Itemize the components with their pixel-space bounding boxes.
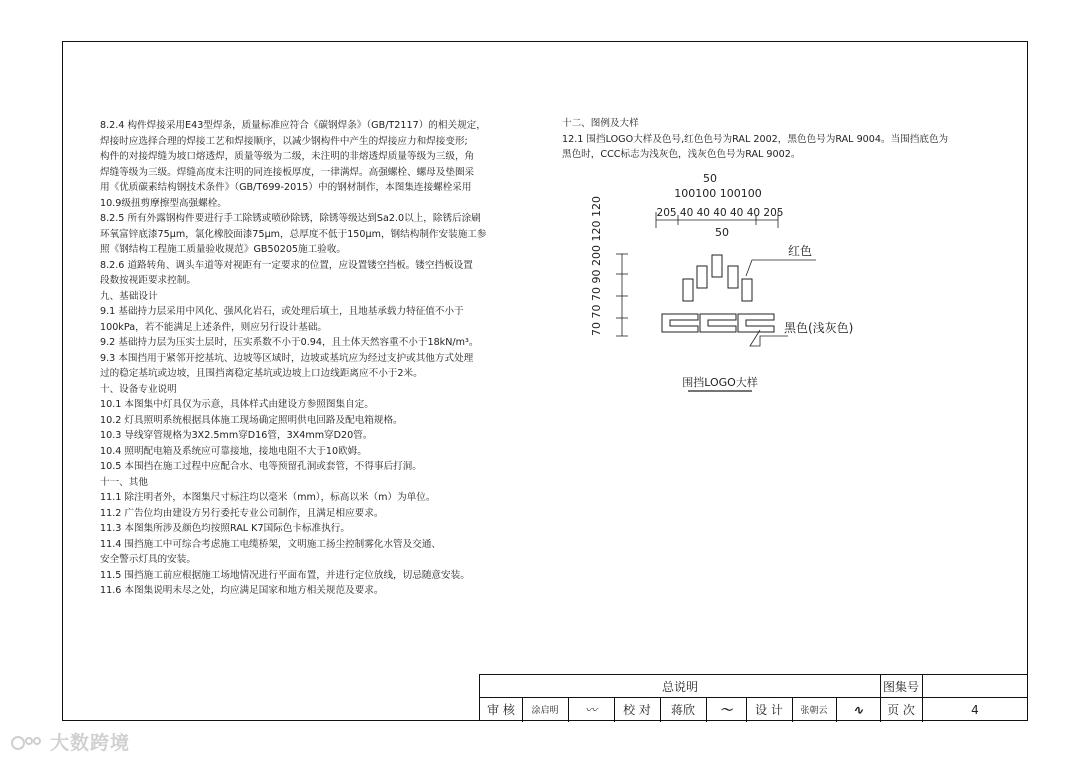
notes-left-column bbox=[100, 118, 520, 599]
page-number: 4 bbox=[971, 702, 979, 717]
watermark-logo-icon bbox=[10, 731, 44, 753]
note-line: 8.2.5 所有外露钢构件要进行手工除锈或喷砂除锈，除锈等级达到Sa2.0以上，除锈后涂刷 bbox=[100, 213, 481, 224]
note-line: 11.3 本图集所涉及颜色均按照RAL K7国际色卡标准执行。 bbox=[100, 523, 350, 534]
drawing-title: 总说明 bbox=[661, 679, 698, 694]
proofer-signature: 〜 bbox=[719, 703, 732, 717]
note-line: 100kPa，若不能满足上述条件，则应另行设计基础。 bbox=[100, 321, 327, 333]
note-line: 10.1 本图集中灯具仅为示意，具体样式由建设方参照图集自定。 bbox=[100, 399, 374, 410]
design-label: 设 计 bbox=[755, 703, 783, 717]
notes-right-column bbox=[562, 116, 982, 163]
reviewer-name: 涂启明 bbox=[531, 706, 559, 716]
designer-name: 张朝云 bbox=[800, 706, 828, 716]
note-line: 10.9级扭剪摩擦型高强螺栓。 bbox=[100, 197, 227, 209]
section-heading: 九、基础设计 bbox=[100, 290, 158, 302]
note-line: 安全警示灯具的安装。 bbox=[100, 554, 196, 565]
note-line: 10.5 本围挡在施工过程中应配合水、电等预留孔洞或套管，不得事后打洞。 bbox=[100, 461, 422, 472]
designer-signature: ∿ bbox=[852, 702, 864, 717]
dim-row2: 100100 100100 bbox=[674, 187, 762, 200]
note-line: 10.4 照明配电箱及系统应可靠接地，接地电阻不大于10欧姆。 bbox=[100, 445, 367, 457]
dim-row4: 50 bbox=[715, 226, 729, 239]
label-red: 红色 bbox=[788, 244, 813, 258]
dim-row3: 205 40 40 40 40 40 205 bbox=[656, 207, 784, 219]
section-heading: 十一、其他 bbox=[100, 476, 148, 488]
note-line: 10.2 灯具照明系统根据具体施工现场确定照明供电回路及配电箱规格。 bbox=[100, 414, 403, 426]
note-line: 黑色时，CCC标志为浅灰色，浅灰色色号为RAL 9002。 bbox=[562, 149, 801, 160]
note-line: 12.1 围挡LOGO大样及色号,红色色号为RAL 2002，黑色色号为RAL 9004。当围挡底色为 bbox=[562, 133, 949, 145]
watermark-text: 大数跨境 bbox=[50, 732, 131, 754]
note-line: 照《钢结构工程施工质量验收规范》GB50205施工验收。 bbox=[100, 244, 347, 255]
svg-text:70 70 70 90 200 120 120: 70 70 70 90 200 120 120 bbox=[590, 196, 603, 336]
atlas-no-label: 图集号 bbox=[882, 679, 919, 694]
note-line: 9.3 本围挡用于紧邻开挖基坑、边坡等区域时，边坡或基坑应为经过支护或其他方式处理 bbox=[100, 352, 474, 364]
note-line: 11.4 围挡施工中可综合考虑施工电缆桥架，文明施工扬尘控制雾化水管及交通、 bbox=[100, 538, 442, 550]
note-line: 9.1 基础持力层采用中风化、强风化岩石，或处理后填土，且地基承载力特征值不小于 bbox=[100, 306, 464, 317]
detail-caption: 围挡LOGO大样 bbox=[682, 376, 758, 389]
label-black: 黑色(浅灰色) bbox=[784, 321, 854, 335]
note-line: 11.2 广告位均由建设方另行委托专业公司制作，且满足相应要求。 bbox=[100, 507, 384, 519]
dim-top: 50 bbox=[703, 172, 717, 185]
note-line: 11.5 围挡施工前应根据施工场地情况进行平面布置，并进行定位放线，切忌随意安装。 bbox=[100, 569, 470, 581]
note-line: 焊缝等级为三级。焊缝高度未注明的同连接板厚度，一律满焊。高强螺栓、螺母及垫圈采 bbox=[100, 166, 475, 178]
note-line: 9.2 基础持力层为压实土层时，压实系数不小于0.94，且土体天然容重不小于18kN/m³。 bbox=[100, 337, 479, 348]
note-line: 环氧富锌底漆75μm，氯化橡胶面漆75μm，总厚度不低于150μm，钢结构制作安装施工参 bbox=[100, 228, 487, 240]
logo-red-blocks bbox=[683, 255, 752, 301]
reviewer-signature: 〰 bbox=[584, 703, 597, 717]
logo-detail-drawing bbox=[560, 168, 900, 398]
note-line: 8.2.6 道路转角、调头车道等对视距有一定要求的位置，应设置镂空挡板。镂空挡板设置 bbox=[100, 259, 473, 271]
note-line: 段数按视距要求控制。 bbox=[100, 275, 196, 286]
note-line: 过的稳定基坑或边坡，且围挡离稳定基坑或边坡上口边线距离应不小于2米。 bbox=[100, 368, 423, 379]
note-line: 焊接时应选择合理的焊接工艺和焊接顺序，以减少钢构件中产生的焊接应力和焊接变形; bbox=[100, 135, 468, 147]
note-line: 11.1 除注明者外，本图集尺寸标注均以毫米（mm），标高以米（m）为单位。 bbox=[100, 492, 436, 503]
section-heading: 十、设备专业说明 bbox=[100, 383, 177, 395]
page-label: 页 次 bbox=[887, 703, 915, 717]
proof-label: 校 对 bbox=[623, 703, 651, 717]
note-line: 11.6 本图集说明未尽之处，均应满足国家和地方相关规范及要求。 bbox=[100, 585, 384, 596]
section-heading: 十二、图例及大样 bbox=[562, 118, 639, 129]
title-block bbox=[479, 674, 1028, 721]
note-line: 8.2.4 构件焊接采用E43型焊条，质量标准应符合《碳钢焊条》（GB/T2117）的相关规定， bbox=[100, 120, 486, 131]
watermark bbox=[10, 728, 130, 755]
leader-red bbox=[746, 260, 816, 276]
proofer-name: 蒋欣 bbox=[670, 703, 695, 717]
note-line: 10.3 导线穿管规格为3X2.5mm穿D16管，3X4mm穿D20管。 bbox=[100, 430, 373, 441]
left-dimension bbox=[590, 196, 603, 336]
note-line: 用《优质碳素结构钢技术条件》（GB/T699-2015）中的钢材制作，本图集连接螺栓采用 bbox=[100, 182, 472, 193]
review-label: 审 核 bbox=[487, 703, 515, 717]
note-line: 构件的对接焊缝为坡口熔透焊，质量等级为二级，未注明的非熔透焊质量等级为三级，角 bbox=[100, 151, 475, 162]
logo-ccc-mark bbox=[662, 314, 774, 332]
